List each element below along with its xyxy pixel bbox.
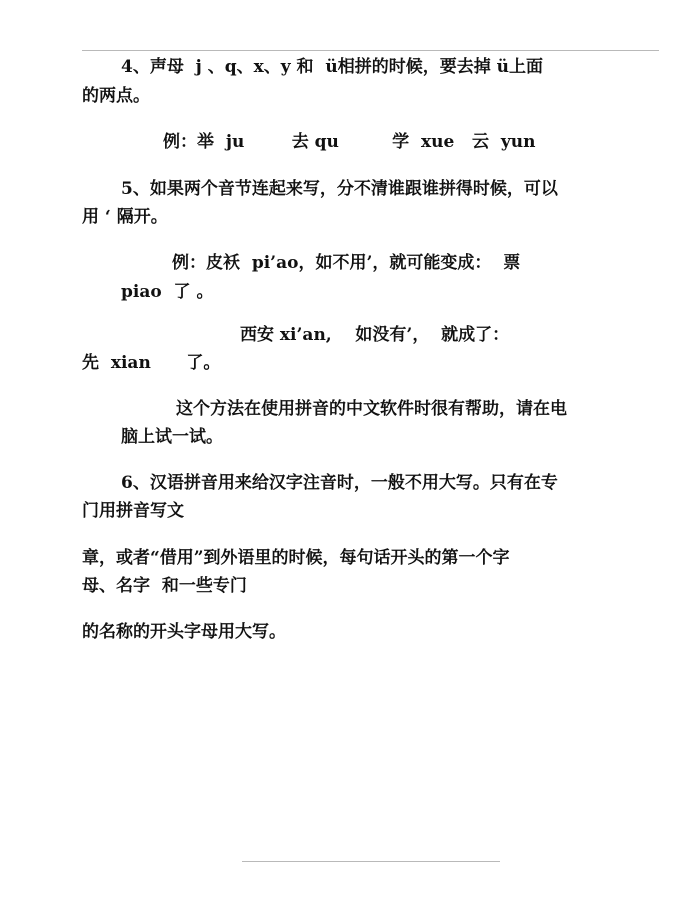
text-line-rule6-c: 章，或者“借用”到外语里的时候，每句话开头的第一个字 — [82, 548, 510, 568]
text-line-tip-b: 脑上试一试。 — [121, 427, 223, 447]
text-line-example-3a: 西安 xi’an, 如没有’， 就成了： — [240, 325, 510, 345]
footer-rule — [242, 861, 500, 862]
text-line-example-2b: piao 了 。 — [121, 282, 214, 302]
text-line-rule6-e: 的名称的开头字母用大写。 — [82, 622, 286, 642]
text-line-rule4-b: 的两点。 — [82, 86, 150, 106]
text-line-rule6-b: 门用拼音写文 — [82, 501, 184, 521]
text-line-example-3b: 先 xian 了。 — [82, 353, 221, 373]
text-line-rule6-d: 母、名字 和一些专门 — [82, 576, 247, 596]
text-line-example-1: 例：举 ju 去 qu 学 xue 云 yun — [163, 132, 536, 152]
text-line-rule4-a: 4、声母 j 、q、x、y 和 ü相拼的时候，要去掉 ü上面 — [121, 57, 544, 77]
text-line-tip-a: 这个方法在使用拼音的中文软件时很有帮助，请在电 — [176, 399, 567, 419]
text-line-example-2a: 例：皮袄 pi’ao，如不用’，就可能变成： 票 — [172, 253, 521, 273]
text-line-rule5-a: 5、如果两个音节连起来写，分不清谁跟谁拼得时候，可以 — [121, 179, 558, 199]
text-line-rule6-a: 6、汉语拼音用来给汉字注音时，一般不用大写。只有在专 — [121, 473, 558, 493]
text-line-rule5-b: 用 ‘ 隔开。 — [82, 207, 168, 227]
header-rule — [82, 50, 659, 51]
